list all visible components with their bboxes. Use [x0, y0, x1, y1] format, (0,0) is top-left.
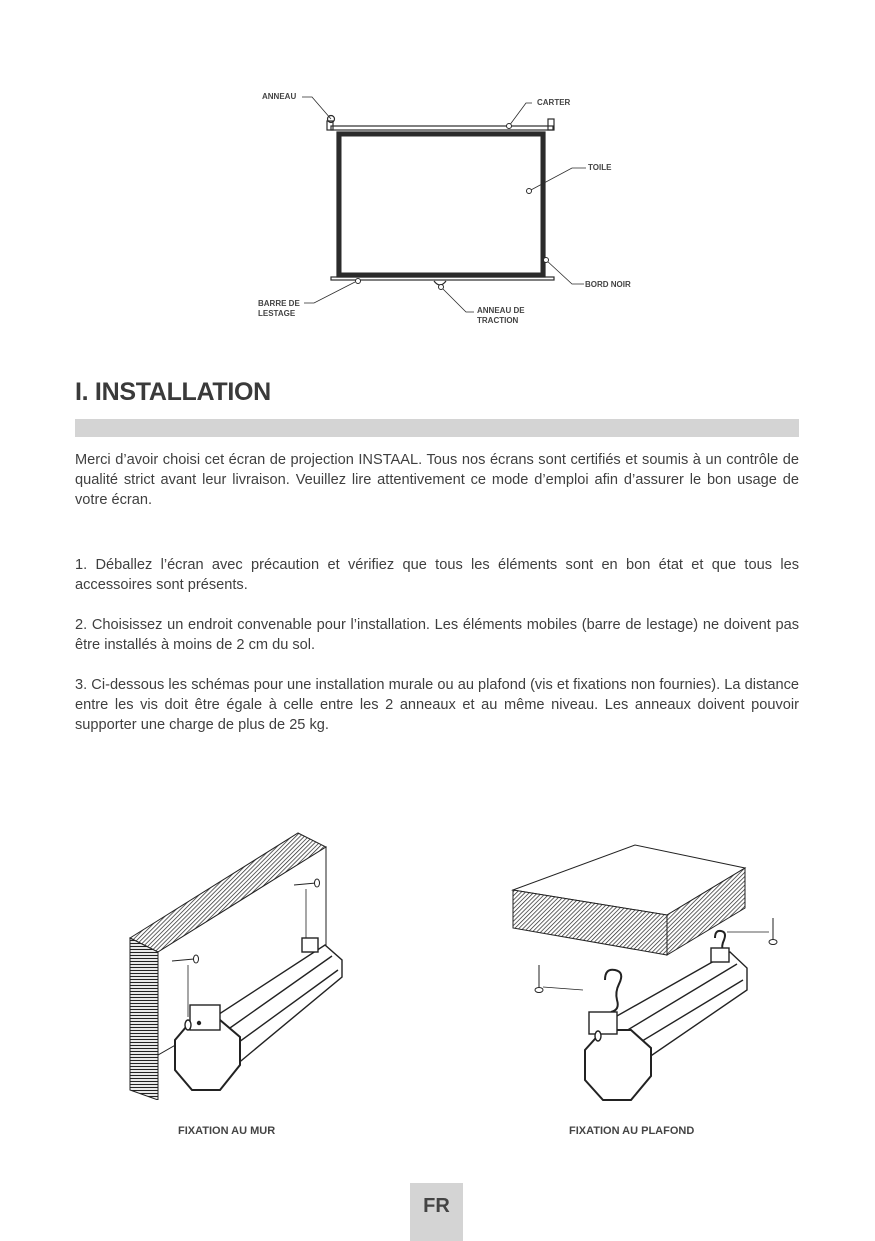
language-tab: FR	[410, 1183, 463, 1241]
label-carter: CARTER	[537, 98, 571, 107]
label-barre-line2: LESTAGE	[258, 309, 296, 318]
label-traction-line2: TRACTION	[477, 316, 519, 325]
label-barre-line1: BARRE DE	[258, 299, 300, 308]
section-title: I. INSTALLATION	[75, 378, 271, 406]
end-cap-octagon	[585, 1030, 651, 1100]
bracket-right	[711, 948, 729, 962]
label-barre-de-lestage	[258, 299, 300, 319]
caption-ceiling-mount: FIXATION AU PLAFOND	[569, 1125, 695, 1137]
label-traction-line1: ANNEAU DE	[477, 306, 525, 315]
wall-side-face	[130, 938, 158, 1100]
screen-outer-border	[337, 132, 545, 277]
intro-paragraph: Merci d’avoir choisi cet écran de projection INSTAAL. Tous nos écrans sont certifiés et soumis à un contrôle de qualité strict avant leur livraison. Veuillez lire attentivement ce mode d’emploi afin d’assurer le bon usage de votre écran.	[75, 452, 799, 508]
bracket-right	[302, 938, 318, 952]
bracket-left	[589, 1012, 617, 1034]
label-toile: TOILE	[588, 163, 612, 172]
section-divider-bar	[75, 419, 799, 437]
screen-black-border	[340, 135, 543, 275]
label-bord-noir: BORD NOIR	[585, 280, 631, 289]
label-anneau: ANNEAU	[262, 92, 297, 101]
screen-diagram	[0, 0, 875, 345]
housing-bar	[331, 126, 553, 130]
caption-wall-mount: FIXATION AU MUR	[178, 1125, 276, 1137]
wall-mount-illustration	[120, 825, 360, 1100]
weight-bar	[331, 277, 554, 280]
bracket-left	[190, 1005, 220, 1030]
label-anneau-de-traction	[477, 306, 525, 326]
ceiling-mount-illustration	[505, 840, 795, 1105]
step-2: 2. Choisissez un endroit convenable pour l’installation. Les éléments mobiles (barre de lestage) ne doivent pas être installés à moins de 2 cm du sol.	[75, 617, 799, 653]
step-3: 3. Ci-dessous les schémas pour une installation murale ou au plafond (vis et fixations non fournies). La distance entre les vis doit être égale à celle entre les 2 anneaux et au même niveau. Les anneaux doivent pouvoir supporter une charge de plus de 25 kg.	[75, 677, 799, 733]
step-1: 1. Déballez l’écran avec précaution et vérifiez que tous les éléments sont en bon état et que tous les accessoires sont présents.	[75, 557, 799, 593]
